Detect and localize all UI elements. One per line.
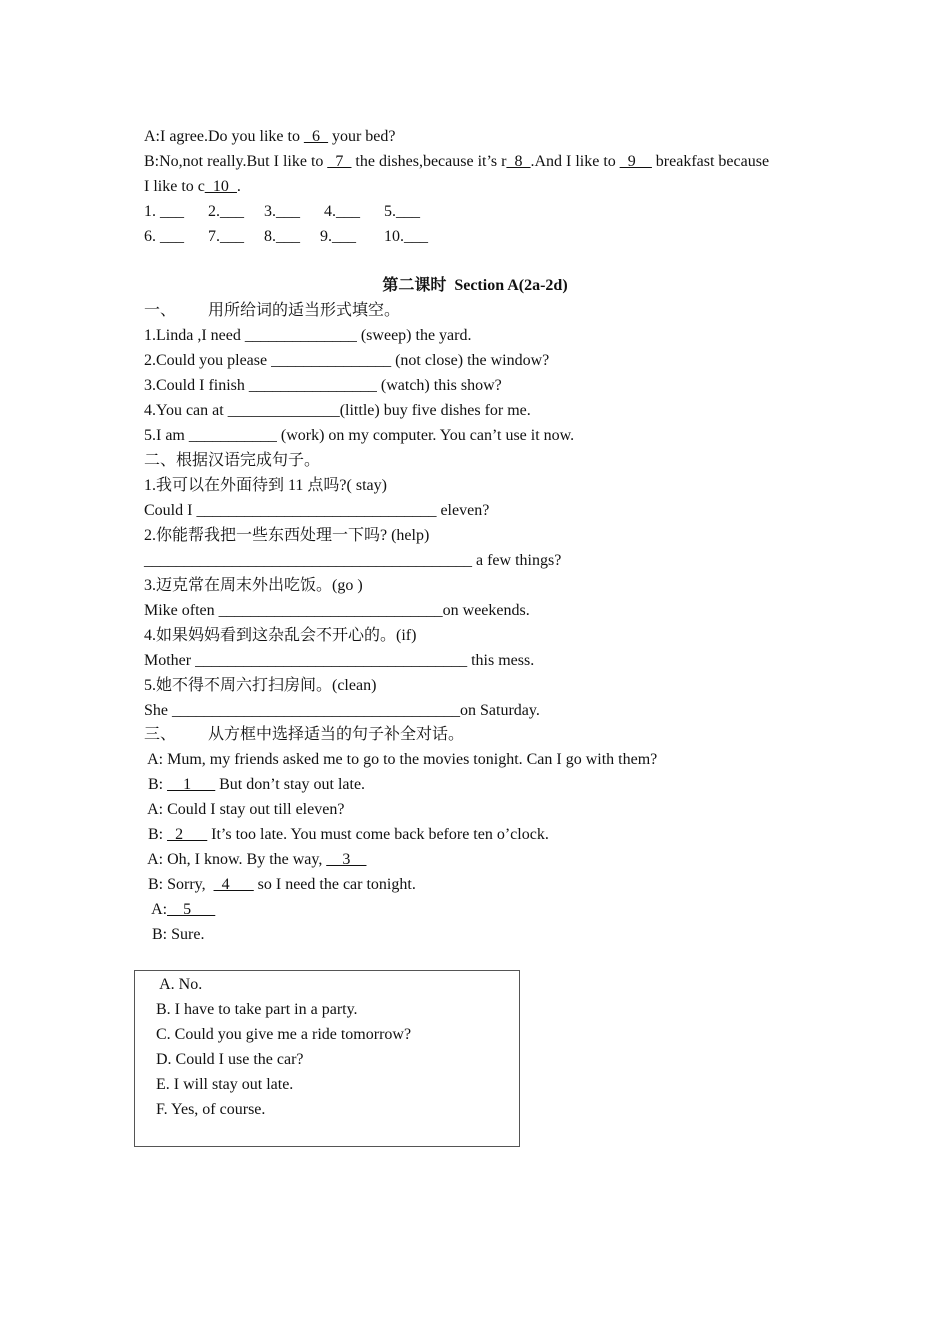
- text: .: [236, 178, 241, 195]
- text: B: Sorry,: [144, 876, 214, 893]
- part3-dialogue-line: [144, 900, 215, 920]
- blank-2: _2___: [167, 826, 208, 843]
- text: But don’t stay out late.: [215, 776, 366, 793]
- answer-row-2: 6. ___ 7.___ 8.___ 9.___ 10.___: [144, 228, 428, 245]
- part2-prompt: 1.我可以在外面待到 11 点吗?( stay): [144, 477, 387, 494]
- text: the dishes,because it’s r: [351, 153, 507, 170]
- text: B:No,not really.But I like to: [144, 153, 328, 170]
- part3-dialogue-line: [144, 825, 549, 845]
- option-c: C. Could you give me a ride tomorrow?: [156, 1026, 412, 1043]
- dialogue-line-a: [144, 127, 395, 147]
- text: B:: [144, 776, 168, 793]
- text: A:I agree.Do you like to: [144, 128, 304, 145]
- blank-3: __3__: [326, 851, 367, 868]
- part2-prompt: 4.如果妈妈看到这杂乱会不开心的。(if): [144, 627, 417, 644]
- part3-dialogue-line: [144, 800, 344, 820]
- text: A: Mum, my friends asked me to go to the movies tonight. Can I go with them?: [144, 751, 658, 768]
- part2-answer: She ____________________________________on Saturday.: [144, 702, 540, 719]
- blank-8: _8_: [506, 153, 531, 170]
- part3-heading: 三、 从方框中选择适当的句子补全对话。: [144, 726, 465, 743]
- text: breakfast because: [651, 153, 770, 170]
- text: .And I like to: [530, 153, 620, 170]
- blank-10: _10_: [204, 178, 237, 195]
- blank-1: __1___: [167, 776, 216, 793]
- part3-dialogue-line: [144, 750, 657, 770]
- part2-answer: _________________________________________ a few things?: [144, 552, 562, 569]
- part3-dialogue-line: [144, 850, 366, 870]
- text: A: Oh, I know. By the way,: [144, 851, 327, 868]
- part3-dialogue-line: [144, 925, 204, 945]
- text: your bed?: [327, 128, 396, 145]
- part1-heading: 一、 用所给词的适当形式填空。: [144, 302, 401, 319]
- text: B:: [144, 826, 168, 843]
- blank-7: _7_: [327, 153, 352, 170]
- option-e: E. I will stay out late.: [156, 1076, 294, 1093]
- option-d: D. Could I use the car?: [156, 1051, 304, 1068]
- option-b: B. I have to take part in a party.: [156, 1001, 358, 1018]
- text: so I need the car tonight.: [253, 876, 416, 893]
- blank-9: _9__: [619, 153, 652, 170]
- text: A:: [144, 901, 168, 918]
- dialogue-line-b: [144, 152, 769, 172]
- answer-row-1: 1. ___ 2.___ 3.___ 4.___ 5.___: [144, 203, 420, 220]
- options-box: [134, 970, 520, 1147]
- part1-item: 1.Linda ,I need ______________ (sweep) the yard.: [144, 327, 472, 344]
- option-f: F. Yes, of course.: [156, 1101, 266, 1118]
- part1-item: 2.Could you please _______________ (not close) the window?: [144, 352, 550, 369]
- blank-6: _6_: [303, 128, 328, 145]
- part3-dialogue-line: [144, 775, 365, 795]
- part2-answer: Could I ______________________________ eleven?: [144, 502, 490, 519]
- blank-4: _4___: [213, 876, 254, 893]
- part3-dialogue-line: [144, 875, 416, 895]
- blank-5: __5___: [167, 901, 216, 918]
- part1-item: 4.You can at ______________(little) buy five dishes for me.: [144, 402, 531, 419]
- option-a: A. No.: [156, 976, 203, 993]
- text: B: Sure.: [144, 926, 205, 943]
- part1-item: 3.Could I finish ________________ (watch) this show?: [144, 377, 502, 394]
- part2-prompt: 5.她不得不周六打扫房间。(clean): [144, 677, 377, 694]
- part2-prompt: 3.迈克常在周末外出吃饭。(go ): [144, 577, 363, 594]
- dialogue-line-c: [144, 177, 241, 197]
- text: I like to c: [144, 178, 205, 195]
- text: A: Could I stay out till eleven?: [144, 801, 345, 818]
- part1-item: 5.I am ___________ (work) on my computer. You can’t use it now.: [144, 427, 575, 444]
- text: It’s too late. You must come back before ten o’clock.: [207, 826, 549, 843]
- part2-answer: Mother __________________________________ this mess.: [144, 652, 535, 669]
- part2-answer: Mike often ____________________________on weekends.: [144, 602, 530, 619]
- section-title: 第二课时 Section A(2a-2d): [382, 277, 568, 294]
- part2-prompt: 2.你能帮我把一些东西处理一下吗? (help): [144, 527, 430, 544]
- part2-heading: 二、根据汉语完成句子。: [144, 452, 321, 469]
